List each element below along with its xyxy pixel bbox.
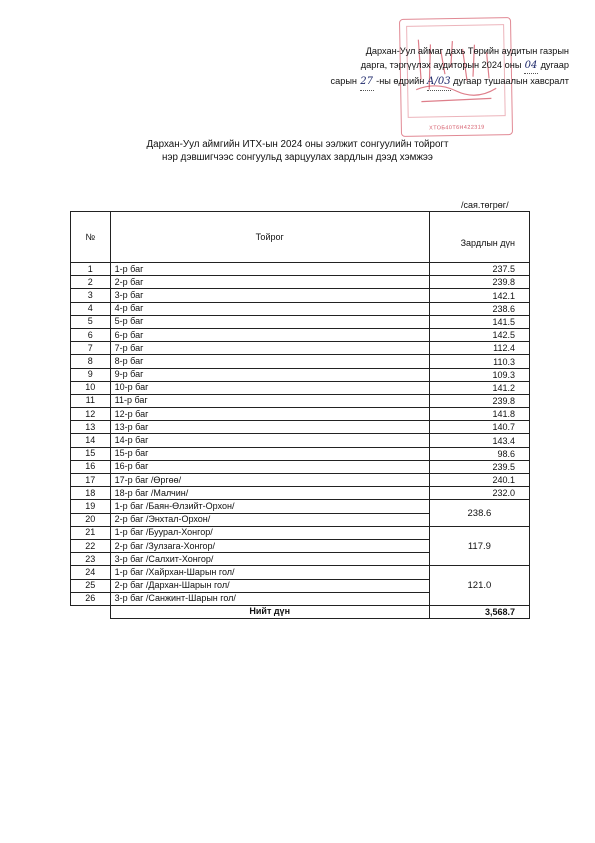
- table-row: [71, 315, 530, 328]
- row-number: 22: [71, 539, 111, 552]
- approval-line-2-text: дарга, тэргүүлэх аудиторын 2024 оны: [360, 60, 522, 71]
- row-amount: 238.6: [429, 302, 529, 315]
- row-number: 11: [71, 394, 111, 407]
- row-amount: 98.6: [429, 447, 529, 460]
- stamp-code: ХТОБ40Т6Н422319: [429, 124, 485, 132]
- row-number: 2: [71, 276, 111, 289]
- row-amount: 142.1: [429, 289, 529, 302]
- table-row: [71, 408, 530, 421]
- approval-line-3-mid: -ны өдрийн: [376, 76, 425, 87]
- row-district: 1-р баг /Буурал-Хонгор/: [110, 526, 429, 539]
- row-number: 3: [71, 289, 111, 302]
- table-row: [71, 447, 530, 460]
- total-spacer: [71, 605, 111, 618]
- row-district: 2-р баг /Дархан-Шарын гол/: [110, 579, 429, 592]
- row-number: 17: [71, 474, 111, 487]
- table-row: [71, 460, 530, 473]
- approval-note: [299, 44, 569, 91]
- row-district: 3-р баг /Санжинт-Шарын гол/: [110, 592, 429, 605]
- row-number: 10: [71, 381, 111, 394]
- table-row: [71, 487, 530, 500]
- document-title: [0, 138, 595, 164]
- row-amount: 240.1: [429, 474, 529, 487]
- approval-line-3: [299, 74, 569, 90]
- total-row: [71, 605, 530, 618]
- row-amount: 232.0: [429, 487, 529, 500]
- row-district: 13-р баг: [110, 421, 429, 434]
- group-amount: 238.6: [429, 500, 529, 526]
- group-amount: 117.9: [429, 526, 529, 566]
- row-number: 21: [71, 526, 111, 539]
- row-district: 15-р баг: [110, 447, 429, 460]
- table-row: [71, 342, 530, 355]
- row-number: 7: [71, 342, 111, 355]
- title-line-1: Дархан-Уул аймгийн ИТХ-ын 2024 оны ээлжит сонгуулийн тойрогт: [146, 139, 449, 150]
- budget-table: [70, 211, 530, 619]
- row-district: 3-р баг /Салхит-Хонгор/: [110, 553, 429, 566]
- table-body: [71, 263, 530, 619]
- row-amount: 109.3: [429, 368, 529, 381]
- row-amount: 140.7: [429, 421, 529, 434]
- row-district: 5-р баг: [110, 315, 429, 328]
- row-number: 26: [71, 592, 111, 605]
- approval-line-2-suffix: дугаар: [540, 60, 569, 71]
- row-number: 5: [71, 315, 111, 328]
- row-district: 10-р баг: [110, 381, 429, 394]
- total-label: Нийт дүн: [110, 605, 429, 618]
- title-line-2: нэр дэвшигчээс сонгуульд зарцуулах зардлын дээд хэмжээ: [162, 152, 433, 163]
- row-number: 9: [71, 368, 111, 381]
- row-district: 14-р баг: [110, 434, 429, 447]
- table-row: [71, 394, 530, 407]
- row-district: 1-р баг /Баян-Өлзийт-Орхон/: [110, 500, 429, 513]
- row-amount: 143.4: [429, 434, 529, 447]
- row-number: 6: [71, 328, 111, 341]
- row-number: 20: [71, 513, 111, 526]
- table-row: [71, 276, 530, 289]
- row-number: 24: [71, 566, 111, 579]
- row-district: 18-р баг /Малчин/: [110, 487, 429, 500]
- row-number: 13: [71, 421, 111, 434]
- table-row: [71, 263, 530, 276]
- row-amount: 141.5: [429, 315, 529, 328]
- row-district: 1-р баг /Хайрхан-Шарын гол/: [110, 566, 429, 579]
- table-row: [71, 434, 530, 447]
- row-amount: 239.8: [429, 276, 529, 289]
- row-amount: 141.2: [429, 381, 529, 394]
- handwritten-day: 27: [360, 75, 374, 90]
- row-amount: 239.5: [429, 460, 529, 473]
- handwritten-order-number: А/03: [427, 75, 451, 90]
- row-number: 18: [71, 487, 111, 500]
- row-district: 2-р баг /Энхтал-Орхон/: [110, 513, 429, 526]
- table-row: [71, 302, 530, 315]
- row-amount: 142.5: [429, 328, 529, 341]
- row-number: 19: [71, 500, 111, 513]
- table-row: [71, 328, 530, 341]
- row-amount: 141.8: [429, 408, 529, 421]
- row-amount: 110.3: [429, 355, 529, 368]
- table-row: [71, 381, 530, 394]
- row-district: 12-р баг: [110, 408, 429, 421]
- header-district: Тойрог: [110, 212, 429, 263]
- table-row: [71, 500, 530, 513]
- row-amount: 112.4: [429, 342, 529, 355]
- row-district: 8-р баг: [110, 355, 429, 368]
- row-number: 16: [71, 460, 111, 473]
- table-row: [71, 289, 530, 302]
- row-district: 1-р баг: [110, 263, 429, 276]
- group-amount: 121.0: [429, 566, 529, 606]
- row-number: 15: [71, 447, 111, 460]
- table-row: [71, 368, 530, 381]
- approval-line-3-text: сарын: [330, 76, 358, 87]
- row-amount: 239.8: [429, 394, 529, 407]
- row-district: 7-р баг: [110, 342, 429, 355]
- row-number: 4: [71, 302, 111, 315]
- table-row: [71, 474, 530, 487]
- row-district: 2-р баг /Зулзага-Хонгор/: [110, 539, 429, 552]
- row-amount: 237.5: [429, 263, 529, 276]
- approval-line-3-suffix: дугаар тушаалын хавсралт: [453, 76, 569, 87]
- handwritten-month: 04: [524, 59, 538, 74]
- row-number: 23: [71, 553, 111, 566]
- total-amount: 3,568.7: [429, 605, 529, 618]
- table-row: [71, 355, 530, 368]
- row-number: 1: [71, 263, 111, 276]
- table-row: [71, 421, 530, 434]
- row-number: 8: [71, 355, 111, 368]
- row-district: 16-р баг: [110, 460, 429, 473]
- table-row: [71, 566, 530, 579]
- approval-line-1: Дархан-Уул аймаг дахь Төрийн аудитын газрын: [365, 46, 569, 56]
- header-amount: Зардлын дүн: [429, 212, 529, 263]
- header-number: №: [71, 212, 111, 263]
- row-district: 6-р баг: [110, 328, 429, 341]
- row-district: 17-р баг /Өргөө/: [110, 474, 429, 487]
- row-number: 25: [71, 579, 111, 592]
- row-district: 3-р баг: [110, 289, 429, 302]
- row-number: 12: [71, 408, 111, 421]
- row-district: 2-р баг: [110, 276, 429, 289]
- approval-line-2: [299, 58, 569, 74]
- row-number: 14: [71, 434, 111, 447]
- row-district: 11-р баг: [110, 394, 429, 407]
- table-header-row: [71, 212, 530, 263]
- table-row: [71, 526, 530, 539]
- row-district: 4-р баг: [110, 302, 429, 315]
- unit-label: /сая.төгрөг/: [461, 200, 509, 210]
- row-district: 9-р баг: [110, 368, 429, 381]
